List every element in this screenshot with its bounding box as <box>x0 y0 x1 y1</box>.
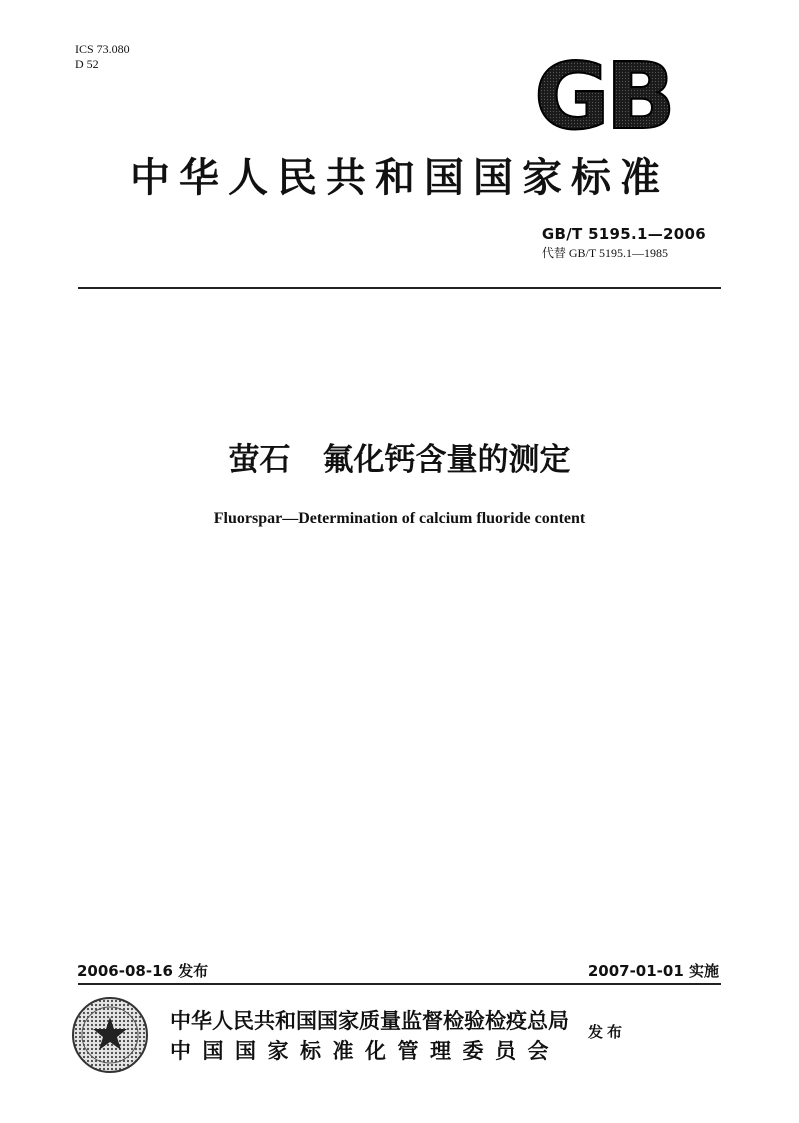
gb-logo <box>522 50 684 138</box>
issuer-sac: 中国国家标准化管理委员会 <box>170 1039 560 1063</box>
title-cn-part1: 萤石 <box>228 442 291 478</box>
issue-label: 发布 <box>588 1023 627 1041</box>
standard-number: GB/T 5195.1—2006 <box>541 225 706 243</box>
title-cn-part2: 氟化钙含量的测定 <box>322 442 571 478</box>
standard-number-block <box>542 225 706 261</box>
header-divider <box>78 287 721 289</box>
publication-date: 2006-08-16 发布 <box>77 962 209 980</box>
implementation-date: 2007-01-01 实施 <box>587 962 719 980</box>
official-seal-icon <box>70 995 150 1075</box>
classification-codes <box>75 42 130 72</box>
ics-code: ICS 73.080 <box>75 42 130 56</box>
replaces-standard: 代替 GB/T 5195.1—1985 <box>541 246 669 260</box>
national-standard-title: 中华人民共和国国家标准 <box>130 155 669 201</box>
issuing-authorities <box>170 1006 569 1066</box>
document-title-cn <box>0 440 799 480</box>
footer-divider <box>78 983 721 985</box>
ccs-code: D 52 <box>75 57 99 71</box>
document-title-en: Fluorspar—Determination of calcium fluoride content <box>213 510 586 527</box>
svg-text:GB: GB <box>534 50 672 138</box>
issuer-aqsiq: 中华人民共和国国家质量监督检验检疫总局 <box>170 1009 569 1033</box>
